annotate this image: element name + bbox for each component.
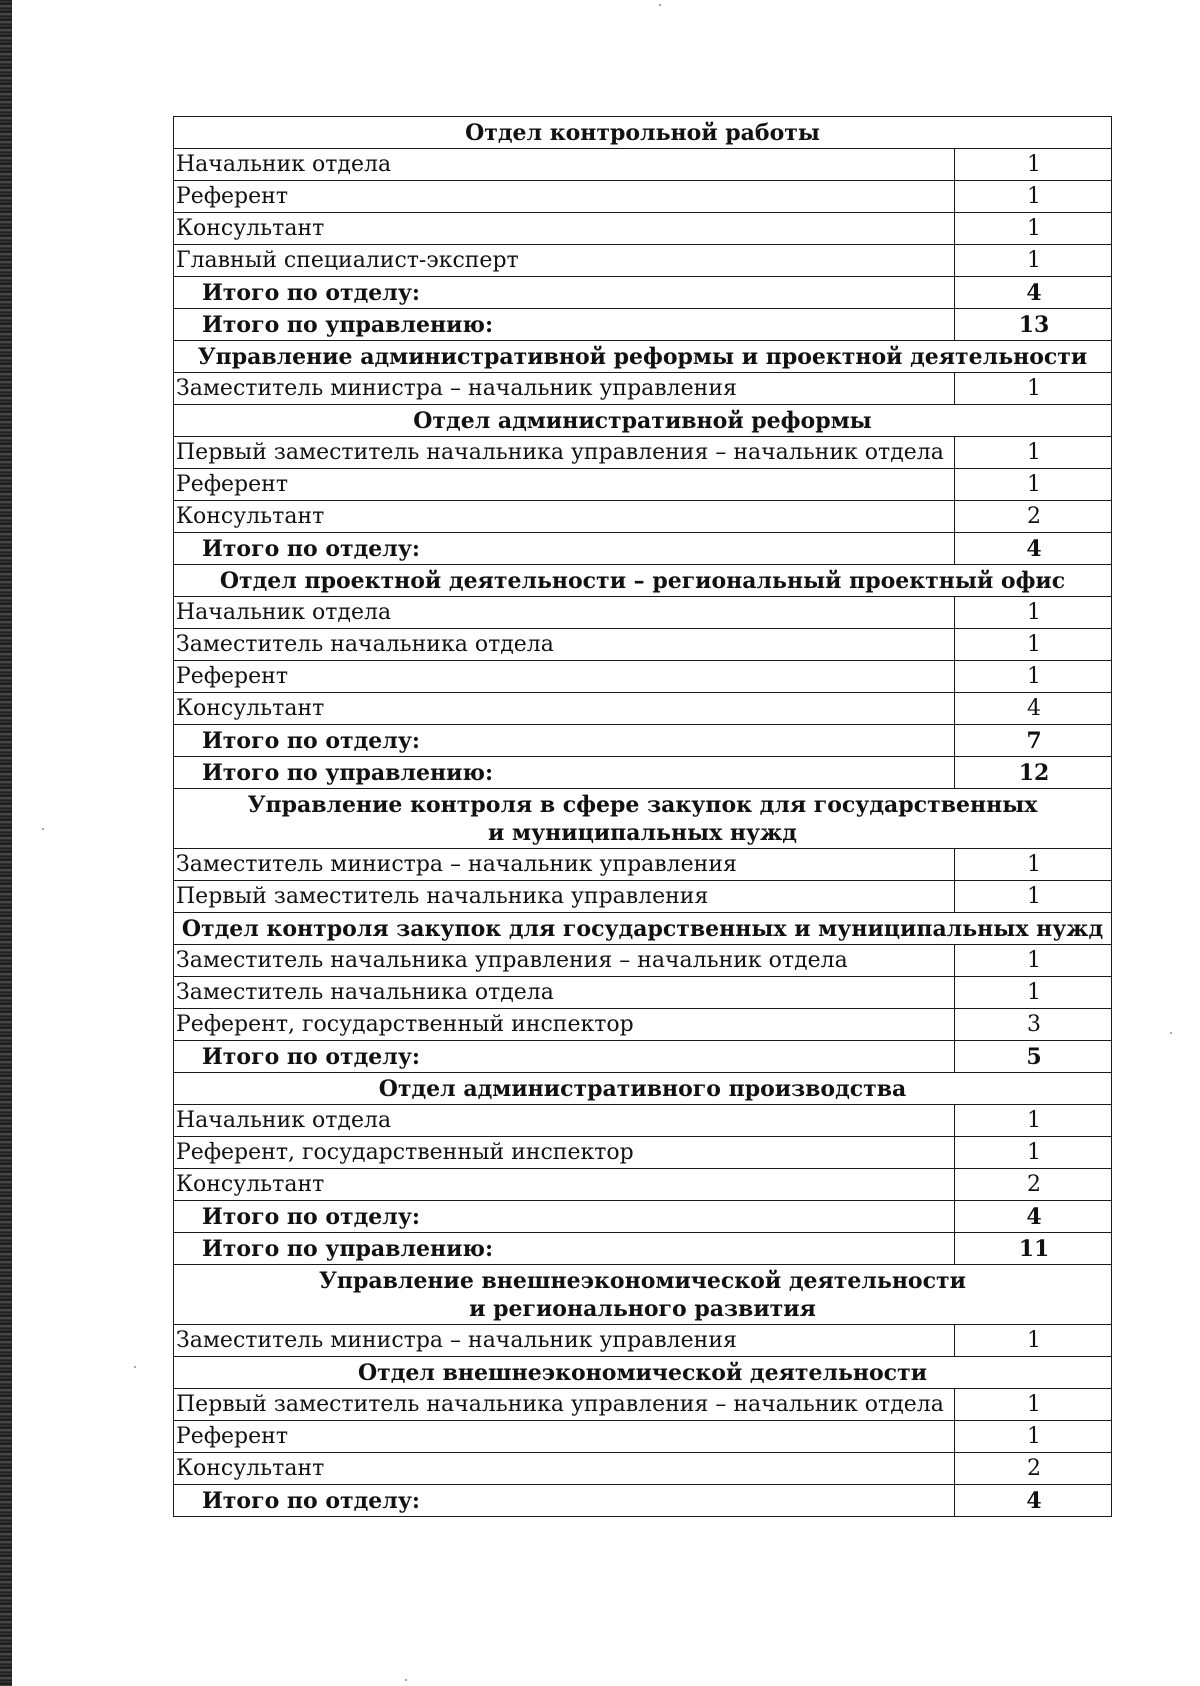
section-header-row <box>174 565 1112 597</box>
total-label: Итого по отделу: <box>174 725 955 757</box>
total-count: 12 <box>955 757 1112 789</box>
total-row <box>174 277 1112 309</box>
total-count: 4 <box>955 1485 1112 1517</box>
position-count: 1 <box>955 881 1112 913</box>
total-count: 7 <box>955 725 1112 757</box>
position-count: 1 <box>955 181 1112 213</box>
position-name: Референт <box>174 181 955 213</box>
position-count: 1 <box>955 1389 1112 1421</box>
total-label: Итого по отделу: <box>174 1485 955 1517</box>
scan-speck <box>1170 1032 1172 1034</box>
position-name: Заместитель начальника управления – начальник отдела <box>174 945 955 977</box>
position-name: Заместитель министра – начальник управления <box>174 849 955 881</box>
position-count: 2 <box>955 501 1112 533</box>
section-title-line: Отдел административной реформы <box>413 408 872 434</box>
position-count: 1 <box>955 629 1112 661</box>
position-name: Консультант <box>174 693 955 725</box>
section-title-line: и регионального развития <box>469 1296 816 1322</box>
position-name: Заместитель начальника отдела <box>174 629 955 661</box>
section-title-line: Отдел проектной деятельности – региональный проектный офис <box>219 568 1066 594</box>
section-header-row <box>174 1265 1112 1325</box>
position-name: Главный специалист-эксперт <box>174 245 955 277</box>
section-title-line: Управление внешнеэкономической деятельности <box>319 1268 966 1294</box>
position-name: Консультант <box>174 1169 955 1201</box>
total-row <box>174 1041 1112 1073</box>
section-header-row <box>174 789 1112 849</box>
position-count: 1 <box>955 1421 1112 1453</box>
section-header-row <box>174 341 1112 373</box>
section-title <box>174 913 1112 945</box>
total-count: 5 <box>955 1041 1112 1073</box>
section-title-line: Отдел внешнеэкономической деятельности <box>357 1360 928 1386</box>
scan-speck <box>42 828 44 830</box>
position-name: Консультант <box>174 501 955 533</box>
position-name: Референт, государственный инспектор <box>174 1009 955 1041</box>
position-count: 1 <box>955 245 1112 277</box>
section-title <box>174 1357 1112 1389</box>
position-name: Консультант <box>174 213 955 245</box>
position-row <box>174 661 1112 693</box>
position-name: Первый заместитель начальника управления <box>174 881 955 913</box>
section-header-row <box>174 913 1112 945</box>
scan-speck <box>659 4 661 6</box>
section-title <box>174 341 1112 373</box>
total-count: 11 <box>955 1233 1112 1265</box>
section-title-line: Отдел контроля закупок для государственных и муниципальных нужд <box>181 916 1104 942</box>
position-count: 3 <box>955 1009 1112 1041</box>
total-label: Итого по отделу: <box>174 1201 955 1233</box>
total-label: Итого по отделу: <box>174 1041 955 1073</box>
position-row <box>174 629 1112 661</box>
position-row <box>174 945 1112 977</box>
total-count: 4 <box>955 533 1112 565</box>
position-row <box>174 597 1112 629</box>
position-name: Заместитель начальника отдела <box>174 977 955 1009</box>
position-count: 1 <box>955 469 1112 501</box>
section-header-row <box>174 1073 1112 1105</box>
position-row <box>174 373 1112 405</box>
section-title <box>174 405 1112 437</box>
total-row <box>174 309 1112 341</box>
section-title-line: Управление контроля в сфере закупок для государственных <box>247 792 1038 818</box>
position-count: 1 <box>955 437 1112 469</box>
position-name: Заместитель министра – начальник управления <box>174 373 955 405</box>
total-label: Итого по управлению: <box>174 309 955 341</box>
position-row <box>174 693 1112 725</box>
position-row <box>174 213 1112 245</box>
position-count: 4 <box>955 693 1112 725</box>
section-title <box>174 1265 1112 1325</box>
position-row <box>174 1453 1112 1485</box>
section-title-line: и муниципальных нужд <box>488 820 797 846</box>
position-row <box>174 1169 1112 1201</box>
position-row <box>174 1325 1112 1357</box>
position-count: 1 <box>955 849 1112 881</box>
position-row <box>174 181 1112 213</box>
position-name: Референт <box>174 1421 955 1453</box>
position-count: 2 <box>955 1169 1112 1201</box>
total-count: 4 <box>955 1201 1112 1233</box>
position-name: Референт <box>174 469 955 501</box>
position-row <box>174 1137 1112 1169</box>
position-count: 1 <box>955 1325 1112 1357</box>
position-row <box>174 245 1112 277</box>
section-title <box>174 117 1112 149</box>
total-count: 13 <box>955 309 1112 341</box>
total-label: Итого по отделу: <box>174 277 955 309</box>
position-name: Начальник отдела <box>174 149 955 181</box>
position-row <box>174 469 1112 501</box>
position-row <box>174 849 1112 881</box>
position-count: 1 <box>955 373 1112 405</box>
total-label: Итого по отделу: <box>174 533 955 565</box>
position-row <box>174 1421 1112 1453</box>
staffing-table-body <box>174 117 1112 1517</box>
position-count: 1 <box>955 945 1112 977</box>
position-row <box>174 1389 1112 1421</box>
section-title-line: Отдел контрольной работы <box>465 120 820 146</box>
position-count: 1 <box>955 661 1112 693</box>
position-count: 1 <box>955 1105 1112 1137</box>
scan-speck <box>134 1366 136 1368</box>
position-name: Первый заместитель начальника управления – начальник отдела <box>174 437 955 469</box>
section-title <box>174 565 1112 597</box>
staffing-table <box>173 116 1112 1517</box>
total-label: Итого по управлению: <box>174 1233 955 1265</box>
scan-edge <box>0 0 12 1686</box>
position-row <box>174 1009 1112 1041</box>
total-row <box>174 757 1112 789</box>
position-name: Референт, государственный инспектор <box>174 1137 955 1169</box>
total-row <box>174 1201 1112 1233</box>
section-title-line: Управление административной реформы и проектной деятельности <box>197 344 1088 370</box>
section-title <box>174 1073 1112 1105</box>
total-count: 4 <box>955 277 1112 309</box>
position-name: Начальник отдела <box>174 1105 955 1137</box>
total-row <box>174 1485 1112 1517</box>
section-title <box>174 789 1112 849</box>
position-count: 1 <box>955 149 1112 181</box>
position-name: Первый заместитель начальника управления – начальник отдела <box>174 1389 955 1421</box>
position-name: Начальник отдела <box>174 597 955 629</box>
position-name: Консультант <box>174 1453 955 1485</box>
position-row <box>174 881 1112 913</box>
scan-speck <box>405 1679 407 1681</box>
position-name: Заместитель министра – начальник управления <box>174 1325 955 1357</box>
total-row <box>174 533 1112 565</box>
position-name: Референт <box>174 661 955 693</box>
section-header-row <box>174 117 1112 149</box>
position-row <box>174 1105 1112 1137</box>
position-count: 1 <box>955 597 1112 629</box>
position-count: 1 <box>955 977 1112 1009</box>
position-count: 1 <box>955 213 1112 245</box>
position-row <box>174 501 1112 533</box>
position-row <box>174 149 1112 181</box>
section-title-line: Отдел административного производства <box>378 1076 907 1102</box>
total-label: Итого по управлению: <box>174 757 955 789</box>
position-count: 1 <box>955 1137 1112 1169</box>
position-row <box>174 977 1112 1009</box>
total-row <box>174 725 1112 757</box>
section-header-row <box>174 1357 1112 1389</box>
position-count: 2 <box>955 1453 1112 1485</box>
section-header-row <box>174 405 1112 437</box>
total-row <box>174 1233 1112 1265</box>
position-row <box>174 437 1112 469</box>
